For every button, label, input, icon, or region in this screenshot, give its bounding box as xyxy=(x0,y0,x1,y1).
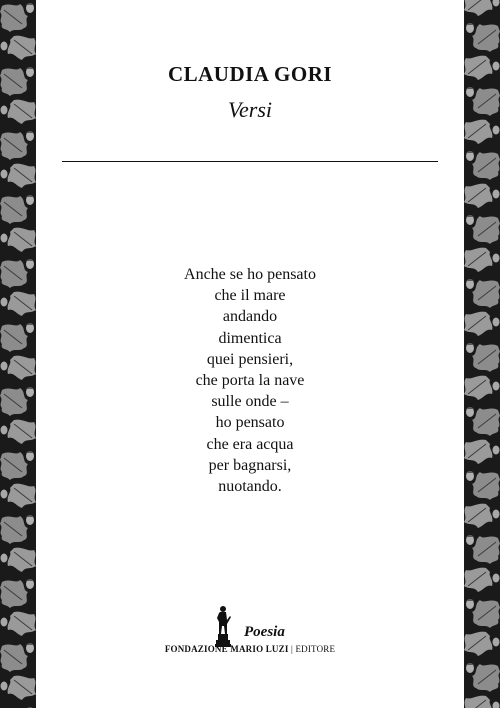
poem-line: ho pensato xyxy=(215,414,285,432)
title-divider xyxy=(62,161,438,162)
publisher-suffix: EDITORE xyxy=(295,644,336,654)
imprint-separator: | xyxy=(290,644,293,654)
poem-line: andando xyxy=(222,308,278,326)
publisher-block xyxy=(36,604,464,664)
poem-line: Anche se ho pensato xyxy=(184,266,316,283)
left-oak-leaf-border xyxy=(0,0,36,708)
poem-line: che era acqua xyxy=(206,435,294,453)
series-name: Poesia xyxy=(244,624,285,640)
poem-line: nuotando. xyxy=(218,478,282,496)
cover-content xyxy=(36,0,464,708)
right-oak-leaf-border xyxy=(464,0,500,708)
poem-line: che il mare xyxy=(214,287,286,305)
poem-line: dimentica xyxy=(218,329,282,347)
poem-line: che porta la nave xyxy=(195,372,305,390)
poem-line: per bagnarsi, xyxy=(208,456,292,474)
poem-line: sulle onde – xyxy=(211,393,289,411)
poem-line: quei pensieri, xyxy=(206,350,294,368)
book-title: Versi xyxy=(228,97,272,122)
author-name: CLAUDIA GORI xyxy=(167,62,333,86)
statue-icon xyxy=(212,604,234,648)
publisher-name: FONDAZIONE MARIO LUZI xyxy=(164,644,289,654)
publisher-imprint xyxy=(36,644,464,654)
poem xyxy=(36,264,464,497)
